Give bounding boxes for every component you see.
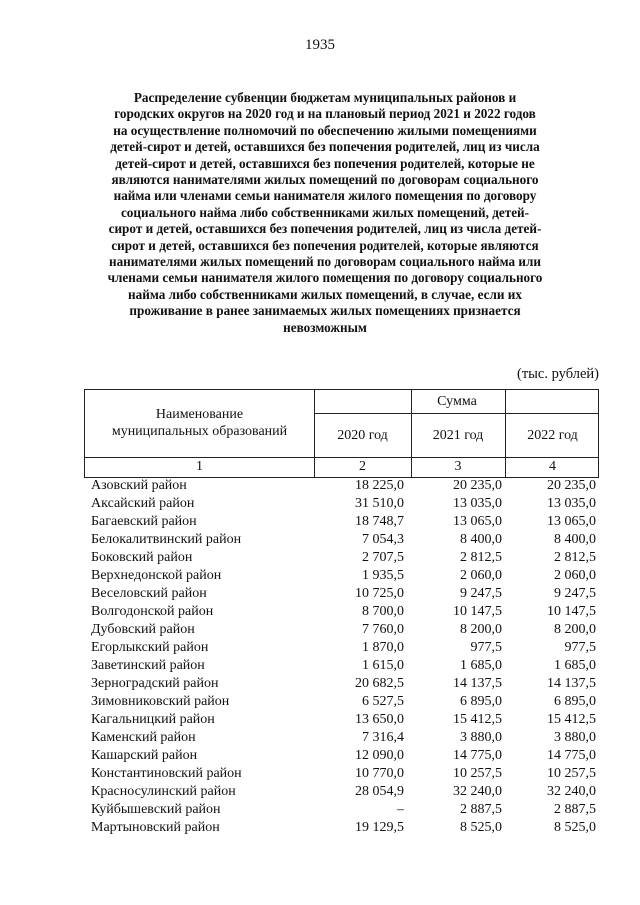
table-row	[0, 783, 640, 801]
row-name: Белокалитвинский район	[91, 532, 242, 547]
value-2020: 18 225,0	[355, 478, 404, 493]
table-row	[0, 477, 640, 495]
units-label: (тыс. рублей)	[517, 366, 599, 382]
value-2021: 13 035,0	[453, 496, 502, 511]
row-name: Аксайский район	[91, 496, 195, 511]
row-name: Боковский район	[91, 550, 193, 565]
value-2022: 15 412,5	[547, 712, 596, 727]
value-2021: 14 775,0	[453, 748, 502, 763]
value-2021: 8 200,0	[460, 622, 502, 637]
header-year-2021: 2021 год	[432, 428, 484, 443]
row-name: Зимовниковский район	[91, 694, 230, 709]
value-2022: 2 887,5	[554, 802, 596, 817]
title-line: сирот и детей, оставшихся без попечения родителей, которые являются	[111, 237, 539, 253]
row-name: Егорлыкский район	[91, 640, 209, 655]
table-row	[0, 729, 640, 747]
row-name: Азовский район	[91, 478, 187, 493]
table-row	[0, 693, 640, 711]
document-title	[90, 90, 560, 336]
value-2022: 1 685,0	[554, 658, 596, 673]
row-name: Верхнедонской район	[91, 568, 222, 583]
table-row	[0, 711, 640, 729]
table-row	[0, 657, 640, 675]
column-number: 1	[196, 459, 203, 474]
title-line: городских округов на 2020 год и на плановый период 2021 и 2022 годов	[114, 106, 536, 122]
value-2021: 14 137,5	[453, 676, 502, 691]
value-2022: 8 400,0	[554, 532, 596, 547]
value-2021: 15 412,5	[453, 712, 502, 727]
row-name: Багаевский район	[91, 514, 197, 529]
title-line: на осуществление полномочий по обеспечению жилыми помещениями	[113, 122, 537, 138]
value-2020: 13 650,0	[355, 712, 404, 727]
title-line: невозможным	[283, 319, 367, 335]
page-number: 1935	[305, 37, 335, 53]
table-row	[0, 549, 640, 567]
value-2022: 6 895,0	[554, 694, 596, 709]
title-line: детей-сирот и детей, оставшихся без попечения родителей, лиц из числа	[110, 139, 540, 155]
table-row	[0, 585, 640, 603]
value-2020: 1 615,0	[362, 658, 404, 673]
value-2022: 13 035,0	[547, 496, 596, 511]
table-row	[0, 531, 640, 549]
value-2021: 2 887,5	[460, 802, 502, 817]
value-2022: 32 240,0	[547, 784, 596, 799]
table-row	[0, 675, 640, 693]
column-number: 4	[549, 459, 556, 474]
value-2021: 1 685,0	[460, 658, 502, 673]
value-2020: 1 935,5	[362, 568, 404, 583]
value-2022: 2 060,0	[554, 568, 596, 583]
value-2020: 10 725,0	[355, 586, 404, 601]
value-2020: 2 707,5	[362, 550, 404, 565]
title-line: являются нанимателями жилых помещений по договорам социального	[111, 172, 539, 188]
value-2022: 10 147,5	[547, 604, 596, 619]
value-2021: 10 147,5	[453, 604, 502, 619]
row-name: Веселовский район	[91, 586, 207, 601]
row-name: Волгодонской район	[91, 604, 214, 619]
value-2022: 20 235,0	[547, 478, 596, 493]
value-2021: 3 880,0	[460, 730, 502, 745]
table-row	[0, 621, 640, 639]
value-2021: 6 895,0	[460, 694, 502, 709]
value-2020: 28 054,9	[355, 784, 404, 799]
value-2022: 14 775,0	[547, 748, 596, 763]
value-2020: 18 748,7	[355, 514, 404, 529]
header-year-2022: 2022 год	[527, 428, 578, 443]
title-line: найма либо собственниками жилых помещений, в случае, если их	[128, 286, 522, 302]
table-row	[0, 747, 640, 765]
row-name: Кагальницкий район	[91, 712, 215, 727]
table-row	[0, 801, 640, 819]
table-body	[0, 477, 640, 837]
title-line: членами семьи нанимателя жилого помещения по договору социального	[107, 270, 543, 286]
header-sum: Сумма	[437, 394, 477, 409]
value-2021: 977,5	[470, 640, 502, 655]
title-line: социального найма либо собственниками жилых помещений, детей-	[120, 204, 530, 220]
value-2022: 9 247,5	[554, 586, 596, 601]
row-name: Мартыновский район	[91, 820, 220, 835]
title-line: сирот и детей, оставшихся без попечения родителей, лиц из числа детей-	[108, 221, 542, 237]
row-name: Константиновский район	[91, 766, 242, 781]
header-year-2020: 2020 год	[337, 428, 388, 443]
value-2020: 7 760,0	[362, 622, 404, 637]
table-row	[0, 567, 640, 585]
table-row	[0, 819, 640, 837]
value-2021: 32 240,0	[453, 784, 502, 799]
value-2021: 8 400,0	[460, 532, 502, 547]
value-2020: 7 054,3	[362, 532, 404, 547]
column-number: 2	[359, 459, 366, 474]
value-2022: 2 812,5	[554, 550, 596, 565]
value-2022: 8 525,0	[554, 820, 596, 835]
title-line: нанимателями жилых помещений по договорам социального найма или	[108, 254, 542, 270]
value-2020: 6 527,5	[362, 694, 404, 709]
value-2021: 10 257,5	[453, 766, 502, 781]
row-name: Зерноградский район	[91, 676, 219, 691]
table-row	[0, 603, 640, 621]
title-line: проживание в ранее занимаемых жилых помещениях признается	[129, 303, 521, 319]
value-2020: 12 090,0	[355, 748, 404, 763]
row-name: Красносулинский район	[91, 784, 236, 799]
table-row	[0, 513, 640, 531]
row-name: Куйбышевский район	[91, 802, 221, 817]
value-2021: 20 235,0	[453, 478, 502, 493]
value-2022: 13 065,0	[547, 514, 596, 529]
row-name: Дубовский район	[91, 622, 195, 637]
header-name: Наименование муниципальных образований	[111, 407, 288, 439]
value-2020: 10 770,0	[355, 766, 404, 781]
value-2021: 8 525,0	[460, 820, 502, 835]
value-2020: 19 129,5	[355, 820, 404, 835]
value-2022: 3 880,0	[554, 730, 596, 745]
value-2022: 14 137,5	[547, 676, 596, 691]
value-2020: 31 510,0	[355, 496, 404, 511]
value-2021: 2 060,0	[460, 568, 502, 583]
value-2021: 13 065,0	[453, 514, 502, 529]
title-line: Распределение субвенции бюджетам муниципальных районов и	[133, 90, 517, 105]
divider	[314, 413, 598, 414]
value-2022: 8 200,0	[554, 622, 596, 637]
title-line: детей-сирот и детей, оставшихся без попечения родителей, которые не	[115, 155, 535, 171]
column-number-row	[84, 458, 599, 478]
value-2021: 9 247,5	[460, 586, 502, 601]
value-2020: 8 700,0	[362, 604, 404, 619]
table-row	[0, 639, 640, 657]
row-name: Заветинский район	[91, 658, 205, 673]
value-2020: –	[397, 802, 404, 817]
table-header	[84, 389, 599, 458]
table-row	[0, 765, 640, 783]
column-number: 3	[454, 459, 462, 474]
value-2020: 7 316,4	[362, 730, 404, 745]
value-2021: 2 812,5	[460, 550, 502, 565]
row-name: Кашарский район	[91, 748, 198, 763]
value-2020: 1 870,0	[362, 640, 404, 655]
value-2020: 20 682,5	[355, 676, 404, 691]
row-name: Каменский район	[91, 730, 196, 745]
value-2022: 10 257,5	[547, 766, 596, 781]
table-row	[0, 495, 640, 513]
value-2022: 977,5	[564, 640, 596, 655]
title-line: найма или членами семьи нанимателя жилого помещения по договору	[113, 188, 537, 204]
